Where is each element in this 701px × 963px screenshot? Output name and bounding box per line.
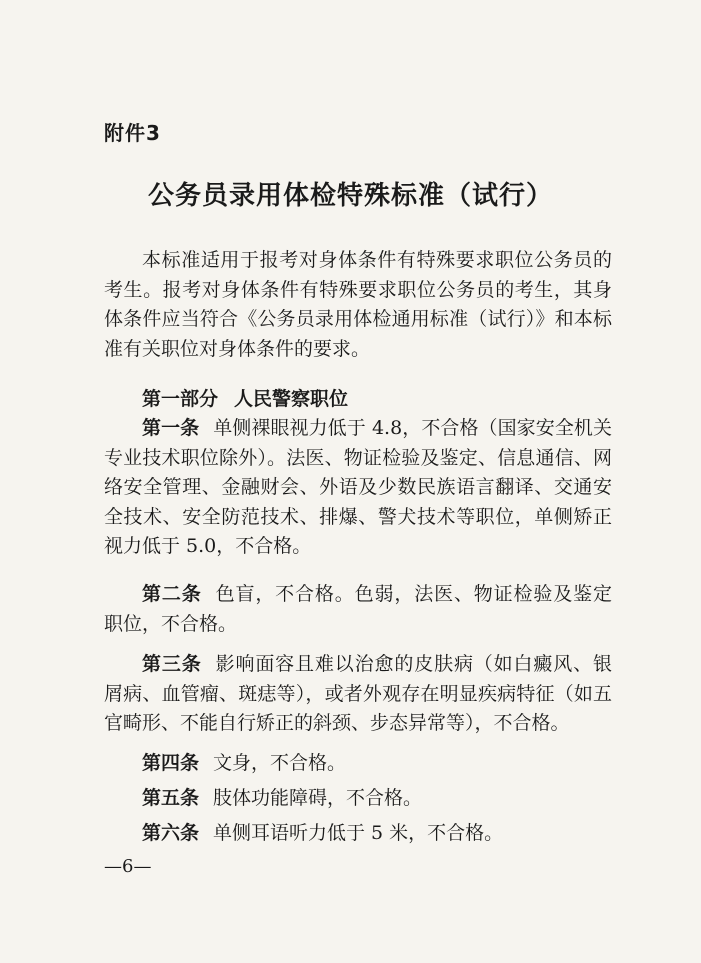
article-text: 单侧裸眼视力低于 4.8，不合格（国家安全机关专业技术职位除外）。法医、物证检验及鉴定、信息通信、网络安全管理、金融财会、外语及少数民族语言翻译、交通安全技术、安全防范技术、排爆、警犬技术等职位，单侧矫正视力低于 5.0，不合格。 xyxy=(104,417,612,557)
article-1 xyxy=(104,414,612,562)
article-3 xyxy=(104,650,612,739)
article-text: 肢体功能障碍，不合格。 xyxy=(213,787,423,809)
article-text: 影响面容且难以治愈的皮肤病（如白癜风、银屑病、血管瘤、斑痣等），或者外观存在明显疾病特征（如五官畸形、不能自行矫正的斜颈、步态异常等），不合格。 xyxy=(104,653,612,734)
article-label: 第六条 xyxy=(142,822,200,844)
page-number: —6— xyxy=(104,856,152,877)
article-label: 第三条 xyxy=(142,653,202,675)
article-text: 单侧耳语听力低于 5 米，不合格。 xyxy=(213,822,504,844)
article-5 xyxy=(104,784,612,814)
article-6 xyxy=(104,819,612,849)
article-label: 第二条 xyxy=(142,583,202,605)
section-name: 人民警察职位 xyxy=(234,388,349,410)
article-label: 第一条 xyxy=(142,417,200,439)
section-heading xyxy=(142,384,348,411)
article-4 xyxy=(104,749,612,779)
article-label: 第五条 xyxy=(142,787,200,809)
article-text: 文身，不合格。 xyxy=(213,752,347,774)
article-2 xyxy=(104,580,612,639)
attachment-label: 附件3 xyxy=(104,121,161,145)
intro-paragraph: 本标准适用于报考对身体条件有特殊要求职位公务员的考生。报考对身体条件有特殊要求职位公务员的考生，其身体条件应当符合《公务员录用体检通用标准（试行）》和本标准有关职位对身体条件的要求。 xyxy=(104,249,612,360)
page-title: 公务员录用体检特殊标准（试行） xyxy=(147,181,553,211)
article-label: 第四条 xyxy=(142,752,200,774)
article-text: 色盲，不合格。色弱，法医、物证检验及鉴定职位，不合格。 xyxy=(104,583,612,635)
section-number: 第一部分 xyxy=(142,388,219,410)
